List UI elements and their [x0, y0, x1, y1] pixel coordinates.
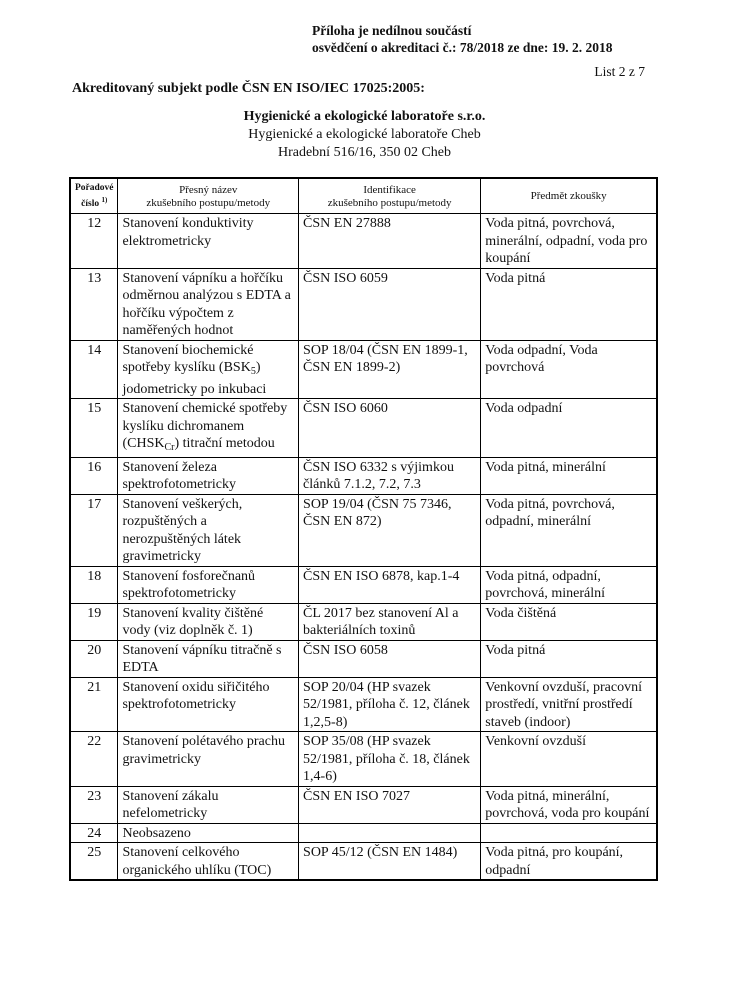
method-name-text: ) jodometricky po inkubaci	[122, 360, 267, 397]
organization-address: Hradební 516/16, 350 02 Cheb	[277, 145, 452, 160]
method-name: Stanovení fosforečnanů spektrofotometricky	[118, 566, 299, 603]
method-name: Stanovení polétavého prachu gravimetricky	[118, 732, 299, 787]
table-row	[70, 457, 657, 494]
column-header-number-line1: Pořadové	[74, 182, 114, 193]
method-identification: SOP 19/04 (ČSN 75 7346, ČSN EN 872)	[299, 494, 481, 566]
test-subject: Voda pitná	[481, 640, 657, 677]
test-subject: Venkovní ovzduší	[481, 732, 657, 787]
method-identification: ČSN ISO 6060	[299, 399, 481, 458]
row-number: 12	[70, 214, 118, 269]
organization-name: Hygienické a ekologické laboratoře s.r.o.	[243, 109, 486, 124]
table-row	[70, 640, 657, 677]
table-header-row	[70, 178, 657, 214]
methods-table	[69, 177, 658, 881]
method-name: Stanovení celkového organického uhlíku (TOC)	[118, 843, 299, 881]
row-number: 25	[70, 843, 118, 881]
method-identification: ČSN ISO 6332 s výjimkou článků 7.1.2, 7.2, 7.3	[299, 457, 481, 494]
method-identification: ČSN ISO 6059	[299, 268, 481, 340]
annex-line-1: Příloha je nedílnou součástí	[312, 23, 472, 38]
row-number: 18	[70, 566, 118, 603]
test-subject: Venkovní ovzduší, pracovní prostředí, vnitřní prostředí staveb (indoor)	[481, 677, 657, 732]
test-subject: Voda pitná, minerální, povrchová, voda pro koupání	[481, 786, 657, 823]
annex-note	[312, 22, 612, 56]
test-subject: Voda odpadní	[481, 399, 657, 458]
table-row	[70, 677, 657, 732]
row-number: 15	[70, 399, 118, 458]
test-subject: Voda pitná, odpadní, povrchová, minerální	[481, 566, 657, 603]
test-subject: Voda pitná, pro koupání, odpadní	[481, 843, 657, 881]
row-number: 22	[70, 732, 118, 787]
column-header-number-line2: číslo	[81, 199, 100, 210]
method-name: Stanovení vápníku a hořčíku odměrnou analýzou s EDTA a hořčíku výpočtem z naměřených hodnot	[118, 268, 299, 340]
row-number: 21	[70, 677, 118, 732]
method-name-subscript: 5	[250, 366, 256, 377]
table-row	[70, 823, 657, 843]
accredited-subject-heading: Akreditovaný subjekt podle ČSN EN ISO/IEC 17025:2005:	[72, 81, 425, 96]
method-identification: ČSN EN 27888	[299, 214, 481, 269]
row-number: 24	[70, 823, 118, 843]
test-subject: Voda čištěná	[481, 603, 657, 640]
table-row	[70, 786, 657, 823]
method-identification: ČSN ISO 6058	[299, 640, 481, 677]
table-row	[70, 268, 657, 340]
test-subject: Voda pitná, povrchová, odpadní, minerální	[481, 494, 657, 566]
annex-line-2: osvědčení o akreditaci č.: 78/2018 ze dne: 19. 2. 2018	[312, 40, 613, 55]
row-number: 16	[70, 457, 118, 494]
row-number: 14	[70, 340, 118, 399]
method-name: Stanovení kvality čištěné vody (viz doplněk č. 1)	[118, 603, 299, 640]
method-identification: SOP 20/04 (HP svazek 52/1981, příloha č. 12, článek 1,2,5-8)	[299, 677, 481, 732]
method-name: Stanovení oxidu siřičitého spektrofotometricky	[118, 677, 299, 732]
method-identification: SOP 18/04 (ČSN EN 1899-1, ČSN EN 1899-2)	[299, 340, 481, 399]
organization-branch: Hygienické a ekologické laboratoře Cheb	[248, 127, 481, 142]
column-header-test-subject: Předmět zkoušky	[481, 178, 657, 214]
row-number: 17	[70, 494, 118, 566]
row-number: 19	[70, 603, 118, 640]
column-header-method-name	[118, 178, 299, 214]
row-number: 20	[70, 640, 118, 677]
test-subject: Voda pitná, povrchová, minerální, odpadní, voda pro koupání	[481, 214, 657, 269]
method-name	[118, 340, 299, 399]
method-name: Stanovení vápníku titračně s EDTA	[118, 640, 299, 677]
method-name	[118, 399, 299, 458]
test-subject: Voda pitná	[481, 268, 657, 340]
footnote-marker: 1)	[101, 195, 108, 204]
test-subject: Voda odpadní, Voda povrchová	[481, 340, 657, 399]
method-name-text: ) titrační metodou	[174, 436, 275, 451]
test-subject	[481, 823, 657, 843]
column-header-method-name-line2: zkušebního postupu/metody	[146, 196, 271, 209]
row-number: 13	[70, 268, 118, 340]
method-name: Stanovení železa spektrofotometricky	[118, 457, 299, 494]
table-row	[70, 603, 657, 640]
method-name: Stanovení veškerých, rozpuštěných a nerozpuštěných látek gravimetricky	[118, 494, 299, 566]
column-header-method-id-line1: Identifikace	[363, 183, 416, 196]
method-identification: ČL 2017 bez stanovení Al a bakteriálních toxinů	[299, 603, 481, 640]
method-identification: ČSN EN ISO 6878, kap.1-4	[299, 566, 481, 603]
method-name: Stanovení konduktivity elektrometricky	[118, 214, 299, 269]
sheet-number: List 2 z 7	[594, 64, 645, 79]
method-name: Stanovení zákalu nefelometricky	[118, 786, 299, 823]
column-header-method-id	[299, 178, 481, 214]
table-row	[70, 214, 657, 269]
method-name-text: Stanovení chemické spotřeby kyslíku dichromanem (CHSK	[122, 401, 288, 451]
table-row	[70, 494, 657, 566]
table-row	[70, 732, 657, 787]
table-row	[70, 843, 657, 881]
column-header-method-name-line1: Přesný název	[179, 183, 238, 196]
method-identification	[299, 823, 481, 843]
method-identification: SOP 45/12 (ČSN EN 1484)	[299, 843, 481, 881]
table-row	[70, 399, 657, 458]
method-name-subscript: Cr	[164, 442, 175, 453]
column-header-number	[70, 178, 118, 214]
table-row	[70, 566, 657, 603]
test-subject: Voda pitná, minerální	[481, 457, 657, 494]
method-identification: ČSN EN ISO 7027	[299, 786, 481, 823]
method-identification: SOP 35/08 (HP svazek 52/1981, příloha č. 18, článek 1,4-6)	[299, 732, 481, 787]
method-name: Neobsazeno	[118, 823, 299, 843]
row-number: 23	[70, 786, 118, 823]
column-header-method-id-line2: zkušebního postupu/metody	[327, 196, 452, 209]
table-row	[70, 340, 657, 399]
method-name-text: Stanovení biochemické spotřeby kyslíku (BSK	[122, 342, 254, 375]
